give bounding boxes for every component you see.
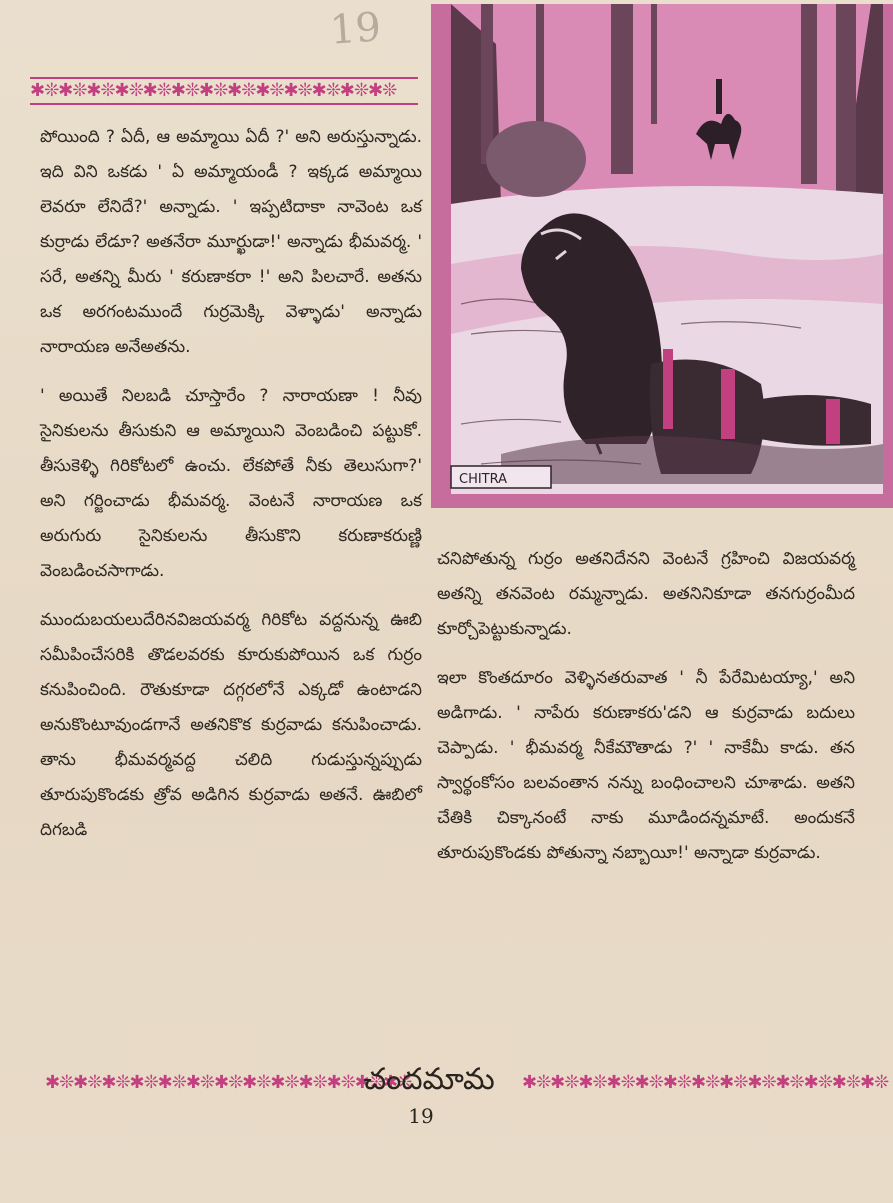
top-decorative-border: ✱❊✱❊✱❊✱❊✱❊✱❊✱❊✱❊✱❊✱❊✱❊✱❊✱❊ (30, 77, 418, 105)
paragraph: ముందుబయలుదేరినవిజయవర్మ గిరికోట వద్దనున్న ఊబి సమీపించేసరికి తొడలవరకు కూరుకుపోయిన ఒక గుర్రం కనుపించింది. రౌతుకూడా దగ్గరలోనే ఎక్కడో ఉంటాడని అనుకొంటూవుండగానే అతనికొక కుర్రవాడు కనుపించాడు. తాను భీమవర్మవద్ద చలిది గుడుస్తున్నప్పుడు తూరుపుకొండకు త్రోవ అడిగిన కుర్రవాడు అతనే. ఊబిలో దిగబడి (40, 610, 422, 840)
footer-right-border: ✱❊✱❊✱❊✱❊✱❊✱❊✱❊✱❊✱❊✱❊✱❊✱❊✱❊ (522, 1072, 889, 1093)
paragraph: ఇలా కొంతదూరం వెళ్ళినతరువాత ' నీ పేరేమిటయ్యా,' అని అడిగాడు. ' నాపేరు కరుణాకరు'డని ఆ కుర్రవాడు బదులు చెప్పాడు. ' భీమవర్మ నీకేమౌతాడు ?' ' నాకేమీ కాడు. తన స్వార్థంకోసం బలవంతాన నన్ను బంధించాలని చూశాడు. అతని చేతికి చిక్కానంటే నాకు మూడిందన్నమాటే. అందుకనే తూరుపుకొండకు పోతున్నా నబ్బాయీ!' అన్నాడా కుర్రవాడు. (437, 668, 855, 863)
paragraph: పోయింది ? ఏదీ, ఆ అమ్మాయి ఏదీ ?' అని అరుస్తున్నాడు. ఇది విని ఒకడు ' ఏ అమ్మాయండీ ? ఇక్కడ అమ్మాయి లెవరూ లేనిదే?' అన్నాడు. ' ఇప్పటిదాకా నావెంట ఒక కుర్రాడు లేడూ? అతనేరా మూర్ఖుడా!' అన్నాడు భీమవర్మ. ' సరే, అతన్ని మీరు ' కరుణాకరా !' అని పిలచారే. అతను ఒక అరగంటముందే గుర్రమెక్కి వెళ్ళాడు' అన్నాడు నారాయణ అనేఅతను. (40, 127, 422, 357)
horse-in-quicksand-illustration (441, 4, 893, 508)
paragraph: ' అయితే నిలబడి చూస్తారేం ? నారాయణా ! నీవు సైనికులను తీసుకుని ఆ అమ్మాయిని వెంబడించి పట్టుకో. తీసుకెళ్ళి గిరికోటలో ఉంచు. లేకపోతే నీకు తెలుసుగా?' అని గర్జించాడు భీమవర్మ. వెంటనే నారాయణ ఒక అరుగురు సైనికులను తీసుకొని కరుణాకరుణ్ణి వెంబడించసాగాడు. (40, 386, 422, 581)
paragraph: చనిపోతున్న గుర్రం అతనిదేనని వెంటనే గ్రహించి విజయవర్మ అతన్ని తనవెంట రమ్మన్నాడు. అతనినికూడా తనగుర్రంమీద కూర్చోపెట్టుకున్నాడు. (437, 549, 855, 639)
right-text-column (437, 542, 855, 885)
artist-signature: CHITRA (459, 472, 508, 487)
left-text-column (40, 120, 422, 862)
handwritten-page-mark: 19 (328, 4, 383, 54)
magazine-title: చందమామ (363, 1062, 495, 1097)
footer-left-border: ✱❊✱❊✱❊✱❊✱❊✱❊✱❊✱❊✱❊✱❊✱❊✱❊✱❊ (45, 1072, 412, 1093)
page-number: 19 (408, 1104, 434, 1128)
story-illustration (431, 4, 893, 508)
